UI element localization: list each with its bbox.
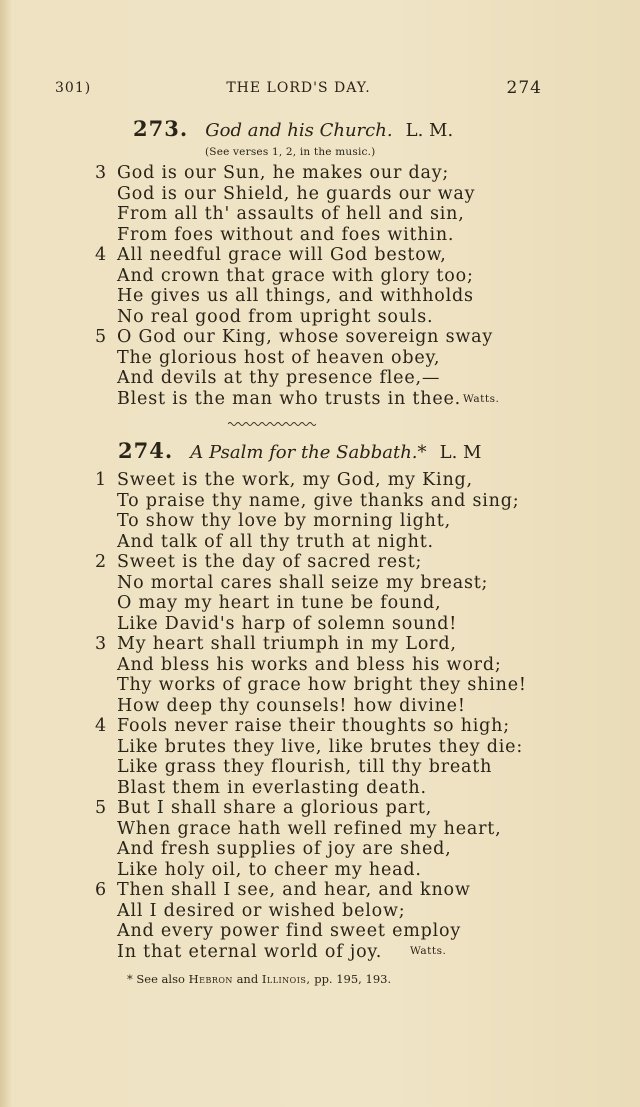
- hymn-273-title: [133, 116, 640, 141]
- author-attribution: Watts.: [410, 945, 447, 957]
- hymn-name: God and his Church.: [205, 120, 393, 141]
- verse-line: O may my heart in tune be found,: [117, 593, 442, 613]
- footnote-tune-1: Hebron: [188, 972, 233, 986]
- verse-line: All I desired or wished below;: [117, 900, 406, 921]
- verse-line: Sweet is the day of sacred rest;: [117, 552, 423, 572]
- verse-line: He gives us all things, and withholds: [117, 286, 474, 306]
- section-divider: [228, 421, 316, 427]
- verse-line: God is our Sun, he makes our day;: [117, 163, 450, 183]
- verse-line: Fools never raise their thoughts so high;: [117, 716, 510, 736]
- hymn-number: 273.: [133, 116, 189, 141]
- stanza-number: 4: [95, 716, 107, 736]
- page-number-right: 274: [506, 78, 542, 98]
- stanza-number: 5: [95, 327, 107, 347]
- stanza-number: 3: [95, 163, 107, 183]
- hymn-274-title: [118, 438, 640, 463]
- verse-line: And crown that grace with glory too;: [117, 265, 474, 286]
- verse-line: Like holy oil, to cheer my head.: [117, 859, 422, 880]
- verse-line: Blast them in everlasting death.: [117, 777, 427, 798]
- verse-line: But I shall share a glorious part,: [117, 798, 433, 818]
- verse-line: Sweet is the work, my God, my King,: [117, 470, 473, 490]
- verse-line: When grace hath well refined my heart,: [117, 818, 502, 839]
- verse-line: Blest is the man who trusts in thee.: [117, 388, 461, 409]
- verse-line: From foes without and foes within.: [117, 224, 455, 245]
- footnote-and: and: [236, 972, 259, 986]
- stanza-number: 4: [95, 245, 107, 265]
- verse-line: No mortal cares shall seize my breast;: [117, 572, 489, 593]
- verse-line: To show thy love by morning light,: [117, 511, 451, 531]
- verse-line: And bless his works and bless his word;: [117, 654, 502, 675]
- hymn-name: A Psalm for the Sabbath.*: [190, 442, 427, 463]
- verse-line: And every power find sweet employ: [117, 921, 462, 941]
- verse-line: How deep thy counsels! how divine!: [117, 695, 466, 716]
- author-attribution: Watts.: [463, 393, 500, 405]
- hymn-meter: L. M: [439, 442, 482, 463]
- music-note: (See verses 1, 2, in the music.): [205, 146, 376, 158]
- stanza-number: 6: [95, 880, 107, 900]
- running-title: THE LORD'S DAY.: [226, 80, 371, 96]
- verse-line: The glorious host of heaven obey,: [117, 347, 441, 368]
- verse-line: And fresh supplies of joy are shed,: [117, 839, 452, 859]
- verse-line: And devils at thy presence flee,—: [117, 368, 441, 388]
- verse-line: Like David's harp of solemn sound!: [117, 613, 458, 634]
- stanza-number: 2: [95, 552, 107, 572]
- verse-line: In that eternal world of joy.: [117, 941, 383, 962]
- verse-line: Then shall I see, and hear, and know: [117, 880, 471, 900]
- page-number-left: 301): [55, 80, 92, 96]
- footnote-pages: pp. 195, 193.: [314, 972, 392, 986]
- verse-line: Like grass they flourish, till thy breath: [117, 757, 493, 777]
- verse-line: My heart shall triumph in my Lord,: [117, 634, 457, 654]
- verse-line: Like brutes they live, like brutes they die:: [117, 736, 524, 757]
- hymn-number: 274.: [118, 438, 174, 463]
- verse-line: All needful grace will God bestow,: [117, 245, 447, 265]
- footnote: [127, 972, 391, 986]
- verse-line: O God our King, whose sovereign sway: [117, 327, 494, 347]
- stanza-number: 5: [95, 798, 107, 818]
- stanza-number: 3: [95, 634, 107, 654]
- verse-line: To praise thy name, give thanks and sing;: [117, 490, 520, 511]
- verse-line: No real good from upright souls.: [117, 306, 434, 327]
- hymn-meter: L. M.: [405, 120, 454, 141]
- footnote-prefix: * See also: [127, 972, 185, 986]
- stanza-number: 1: [95, 470, 107, 490]
- footnote-tune-2: Illinois,: [261, 972, 311, 986]
- verse-line: Thy works of grace how bright they shine!: [117, 675, 527, 695]
- verse-line: God is our Shield, he guards our way: [117, 183, 476, 204]
- verse-line: From all th' assaults of hell and sin,: [117, 204, 465, 224]
- verse-line: And talk of all thy truth at night.: [117, 531, 434, 552]
- running-header: [55, 80, 542, 102]
